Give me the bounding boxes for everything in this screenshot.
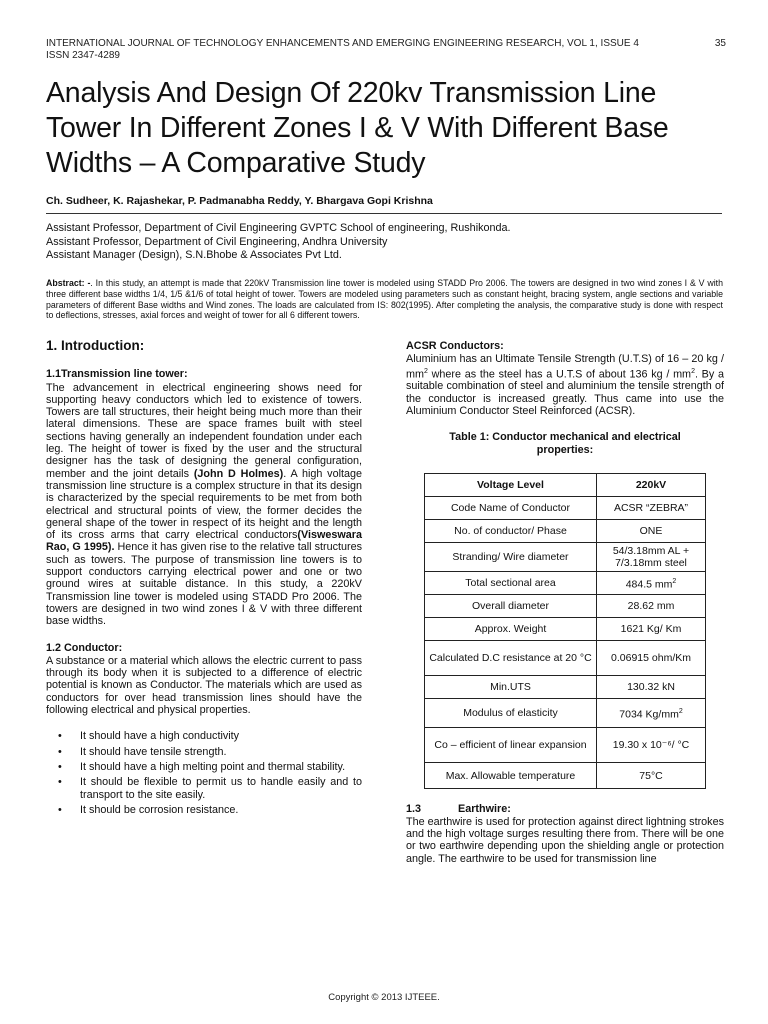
property-value [597,543,706,572]
table-row [425,618,706,641]
superscript: 2 [672,578,677,586]
subsection-heading-tower: 1.1Transmission line tower: [46,368,188,381]
property-list [46,730,362,816]
table-row [425,641,706,676]
value-text: ACSR “ZEBRA” [613,502,689,515]
property-name: Calculated D.C resistance at 20 °C [425,641,597,676]
table-header-row [425,474,706,497]
subsection-heading-earthwire [406,803,724,815]
superscript: 2 [424,367,428,375]
table-row [425,728,706,763]
property-value [597,676,706,699]
property-name: Code Name of Conductor [425,497,597,520]
issn: ISSN 2347-4289 [46,50,120,61]
property-value [597,595,706,618]
property-name: Max. Allowable temperature [425,763,597,789]
property-value [597,572,706,595]
property-name: Overall diameter [425,595,597,618]
citation: (John D Holmes) [193,467,284,480]
journal-header [46,38,726,62]
text-run: . A high voltage transmission line structure is a complex structure in that its design is characterized by the special requirements to be met from both electrical and structural points of view, the former decides the general shape of the tower in respect of its height and the length of its cross arms that carry electrical conductors [46,467,363,542]
list-item: • It should have a high melting point and thermal stability. [46,761,362,773]
subsection-heading-conductor: 1.2 Conductor: [46,641,123,654]
value-text: 1621 Kg/ Km [620,623,682,636]
property-name: Total sectional area [425,572,597,595]
tower-paragraph [46,382,362,628]
section-number: 1.3 [406,803,422,816]
property-name: Approx. Weight [425,618,597,641]
value-text: 7034 Kg/mm [619,708,679,721]
heading-text: Earthwire: [458,803,511,816]
text-run: . By a suitable combination of steel and aluminium the tensile strength of the conductor is increased greatly. Thus came into use the Aluminium Conductor Steel Reinforced (ACSR). [406,368,725,418]
copyright-footer: Copyright © 2013 IJTEEE. [328,992,440,1003]
property-value [597,641,706,676]
table-row [425,595,706,618]
acsr-paragraph [406,353,724,417]
table-caption: Table 1: Conductor mechanical and electrical properties: [449,431,681,457]
affiliation: Assistant Manager (Design), S.N.Bhobe & Associates Pvt Ltd. [46,249,342,261]
property-value [597,497,706,520]
table-row [425,497,706,520]
section-heading-introduction: 1. Introduction: [46,338,145,353]
superscript: 2 [691,367,695,375]
text-run: Hence it has given rise to the relative tall structures such as towers. The purpose of transmission line towers is to support conductors carrying electrical power and one or two ground wires at suitable distance. In this study, a 220kV Transmission line tower is modeled using STADD Pro 2006. The towers are designed in two wind zones I & V with three different base widths. [46,541,362,628]
conductor-properties-table [424,473,706,789]
list-item: • It should be flexible to permit us to handle easily and to transport to the site easily. [46,776,362,801]
value-text: 0.06915 ohm/Km [611,652,691,665]
value-text: 28.62 mm [627,600,675,613]
abstract-label: Abstract: - [46,278,91,288]
table-row [425,572,706,595]
authors: Ch. Sudheer, K. Rajashekar, P. Padmanabha Reddy, Y. Bhargava Gopi Krishna [46,195,433,207]
column-header: 220kV [597,474,706,497]
property-name: Modulus of elasticity [425,699,597,728]
list-item: • It should be corrosion resistance. [46,804,362,816]
list-item: • It should have a high conductivity [46,730,362,742]
journal-name: INTERNATIONAL JOURNAL OF TECHNOLOGY ENHANCEMENTS AND EMERGING ENGINEERING RESEARCH, VOL 1, ISSUE 4 [46,38,639,49]
right-column [406,340,724,865]
table-row [425,676,706,699]
superscript: 2 [678,708,683,716]
text-run: The advancement in electrical engineering shows need for supporting heavy conductors which led to existence of towers. Towers are tall structures, their height being much more than their lateral dimensions. These are space frames built with steel sections having generally an independent foundation under each leg. The height of tower is fixed by the user and the structural designer has the task of designing the general configuration, member and the joint details [46,381,362,480]
property-value [597,763,706,789]
affiliation: Assistant Professor, Department of Civil Engineering, Andhra University [46,235,388,248]
table-row [425,543,706,572]
paper-title: Analysis And Design Of 220kv Transmission Line Tower In Different Zones I & V With Different Base Widths – A Comparative Study [46,77,669,179]
value-text: 484.5 mm [625,578,673,591]
left-column [46,340,362,819]
divider [46,213,722,214]
list-item: • It should have tensile strength. [46,746,362,758]
property-value [597,699,706,728]
property-value [597,728,706,763]
text-run: where as the steel has a U.T.S of about 136 kg / mm [427,368,692,381]
earthwire-paragraph: The earthwire is used for protection against direct lightning strokes and the high voltage surges resulting there from. There will be one or two earthwire depending upon the shielding angle or protection angle. The earthwire to be used for transmission line [406,815,724,865]
property-name: Co – efficient of linear expansion [425,728,597,763]
property-value [597,618,706,641]
property-name: Min.UTS [425,676,597,699]
value-text: 130.32 kN [627,681,675,694]
table-row [425,699,706,728]
text-run: Aluminium has an Ultimate Tensile Strength (U.T.S) of 16 – 20 kg / mm [406,353,724,381]
value-text: 54/3.18mm AL + 7/3.18mm steel [612,545,690,570]
property-value [597,520,706,543]
column-header: Voltage Level [425,474,597,497]
affiliation: Assistant Professor, Department of Civil Engineering GVPTC School of engineering, Rushikonda. [46,222,511,234]
affiliations [46,222,726,263]
property-name: No. of conductor/ Phase [425,520,597,543]
abstract [46,278,723,321]
citation: (Visweswara Rao, G 1995). [46,529,362,554]
value-text: ONE [639,525,663,538]
value-text: 75°C [639,769,663,782]
abstract-text: . In this study, an attempt is made that 220kV Transmission line tower is modeled using STADD Pro 2006. The towers are designed in two wind zones I & V with three different base widths 1/4, 1/5 &1/6 of total height of tower. Towers are modeled using parameters such as constant height, bracing system, angle sections and variable parameters of different Base widths and Wind zones. The loads are calculated from IS: 802(1995). After completing the analysis, the comparative study is done with respect to deflections, stresses, axial forces and weight of tower for all 6 different towers. [46,278,723,321]
property-name: Stranding/ Wire diameter [425,543,597,572]
value-text: 19.30 x 10⁻⁶/ °C [612,739,690,752]
table-row [425,763,706,789]
page-number: 35 [714,38,726,49]
subsection-heading-acsr: ACSR Conductors: [406,340,504,352]
conductor-paragraph: A substance or a material which allows the electric current to pass through its body when it is subjected to a difference of electric potential is known as Conductor. The materials which are used as conductors for over head transmission lines should have the following electrical and physical properties. [46,654,362,717]
table-row [425,520,706,543]
